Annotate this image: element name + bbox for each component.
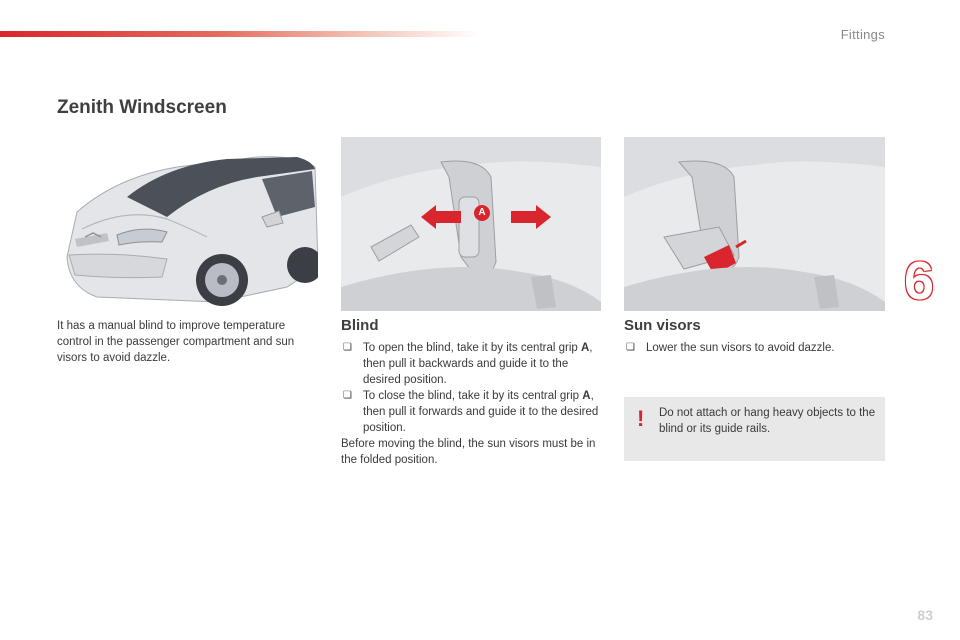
intro-text: It has a manual blind to improve temperature control in the passenger compartment and sun visors to avoid dazzle. bbox=[57, 320, 295, 364]
blind-heading: Blind bbox=[341, 317, 379, 334]
checkbox-bullet-icon: ❏ bbox=[343, 342, 352, 353]
page-title: Zenith Windscreen bbox=[57, 97, 227, 118]
header-accent-bar bbox=[0, 31, 480, 37]
blind-step: ❏ To close the blind, take it by its central grip A, then pull it forwards and guide it to the desired position. bbox=[343, 390, 599, 434]
warning-box bbox=[624, 397, 885, 461]
page-number: 83 bbox=[917, 607, 933, 623]
section-label: Fittings bbox=[840, 27, 885, 42]
checkbox-bullet-icon: ❏ bbox=[626, 342, 635, 353]
warning-text: Do not attach or hang heavy objects to the blind or its guide rails. bbox=[659, 407, 876, 435]
sun-visors-heading: Sun visors bbox=[624, 317, 701, 334]
sun-visor-photo bbox=[624, 137, 885, 311]
car-illustration bbox=[57, 137, 318, 312]
grip-callout-badge: A bbox=[474, 205, 490, 221]
sun-visor-step: ❏ Lower the sun visors to avoid dazzle. bbox=[626, 342, 835, 354]
exclamation-icon: ! bbox=[637, 406, 645, 431]
chapter-number: 6 bbox=[904, 251, 935, 311]
checkbox-bullet-icon: ❏ bbox=[343, 390, 352, 401]
blind-steps bbox=[341, 340, 603, 436]
blind-photo bbox=[341, 137, 601, 311]
sun-visor-steps bbox=[624, 340, 886, 356]
blind-note: Before moving the blind, the sun visors must be in the folded position. bbox=[341, 438, 596, 466]
blind-step: ❏ To open the blind, take it by its central grip A, then pull it backwards and guide it to the desired position. bbox=[343, 342, 593, 386]
